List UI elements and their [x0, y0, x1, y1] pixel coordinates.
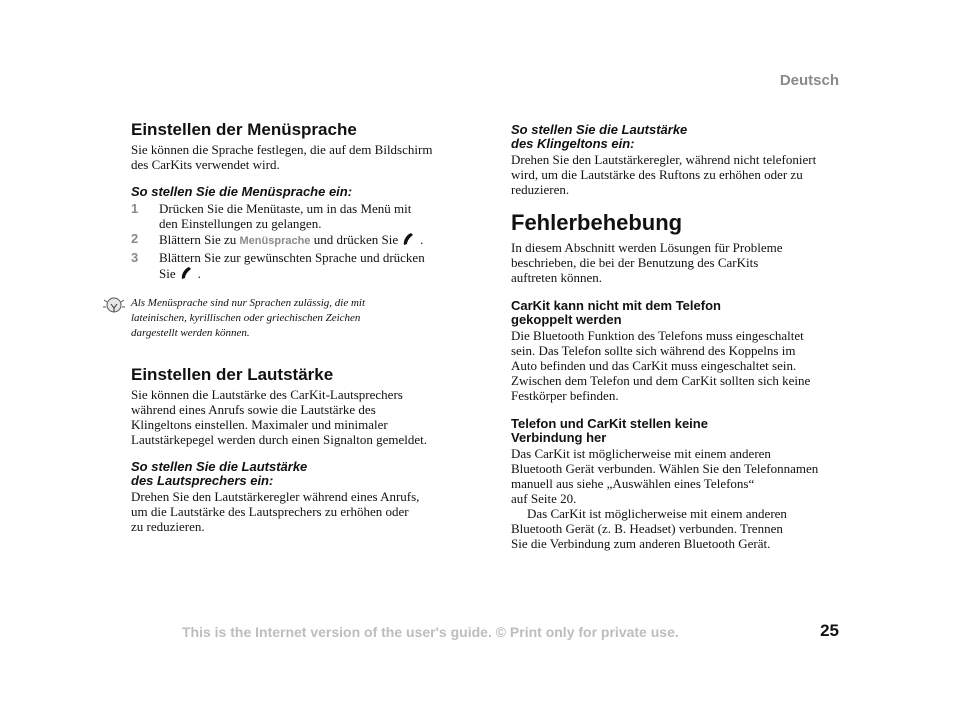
right-column — [511, 123, 843, 551]
menu-language-intro: Sie können die Sprache festlegen, die auf dem Bildschirm des CarKits verwendet wird. — [131, 142, 433, 172]
language-label: Deutsch — [779, 72, 839, 89]
subheading-ringtone-volume: So stellen Sie die Lautstärke des Klingeltons ein: — [511, 122, 688, 151]
subheading-speaker-volume: So stellen Sie die Lautstärke des Lautsprechers ein: — [131, 459, 308, 488]
step-3: 3 Blättern Sie zur gewünschten Sprache und drücken Sie . — [131, 250, 461, 284]
section-title-menu-language: Einstellen der Menüsprache — [131, 120, 357, 139]
page-number: 25 — [820, 621, 839, 640]
steps-list — [131, 201, 461, 284]
step-1: 1 Drücken Sie die Menütaste, um in das Menü mit den Einstellungen zu gelangen. — [131, 201, 412, 231]
subheading-menu-language-steps: So stellen Sie die Menüsprache ein: — [131, 184, 353, 199]
section-title-volume: Einstellen der Lautstärke — [131, 365, 334, 384]
subheading-no-connection: Telefon und CarKit stellen keine Verbindung her — [511, 416, 708, 445]
left-column — [131, 120, 461, 534]
tip-note: Als Menüsprache sind nur Sprachen zulässig, die mit lateinischen, kyrillischen oder griechischen Zeichen dargestellt werden können. — [131, 296, 461, 341]
phone-handset-icon — [401, 231, 417, 250]
ringtone-volume-body: Drehen Sie den Lautstärkeregler, während nicht telefoniert wird, um die Lautstärke des Ruftons zu erhöhen oder zu reduzieren. — [511, 152, 817, 197]
subheading-pairing-failed: CarKit kann nicht mit dem Telefon gekoppelt werden — [511, 298, 721, 327]
footer-notice: This is the Internet version of the user's guide. © Print only for private use. — [182, 624, 679, 640]
speaker-volume-body: Drehen Sie den Lautstärkeregler während eines Anrufs, um die Lautstärke des Lautsprechers zu erhöhen oder zu reduzieren. — [131, 489, 420, 534]
menu-item-name: Menüsprache — [239, 235, 311, 247]
volume-intro: Sie können die Lautstärke des CarKit-Lautsprechers während eines Anrufs sowie die Lautstärke des Klingeltons einstellen. Maximaler und minimaler Lautstärkepegel werden durch einen Signalton gemeldet. — [131, 387, 428, 447]
step-2: 2 Blättern Sie zu Menüsprache und drücken Sie . — [131, 231, 461, 250]
pairing-failed-body: Die Bluetooth Funktion des Telefons muss eingeschaltet sein. Das Telefon sollte sich während des Koppelns im Auto befinden und das CarKit muss eingeschaltet sein. Zwischen dem Telefon und dem CarKit sollten sich keine Festkörper befinden. — [511, 328, 811, 403]
phone-handset-icon — [179, 265, 195, 284]
section-title-troubleshooting: Fehlerbehebung — [511, 210, 683, 235]
troubleshooting-intro: In diesem Abschnitt werden Lösungen für Probleme beschrieben, die bei der Benutzung des CarKits auftreten können. — [511, 240, 783, 285]
no-connection-body: Das CarKit ist möglicherweise mit einem anderen Bluetooth Gerät verbunden. Wählen Sie den Telefonnamen manuell aus siehe „Auswählen eines Telefons“ auf Seite 20. Das CarKit ist möglicherweise mit einem anderen Bluetooth Gerät (z. B. Headset) verbunden. Trennen Sie die Verbindung zum anderen Bluetooth Gerät. — [511, 446, 819, 551]
lightbulb-note-icon — [103, 296, 125, 321]
